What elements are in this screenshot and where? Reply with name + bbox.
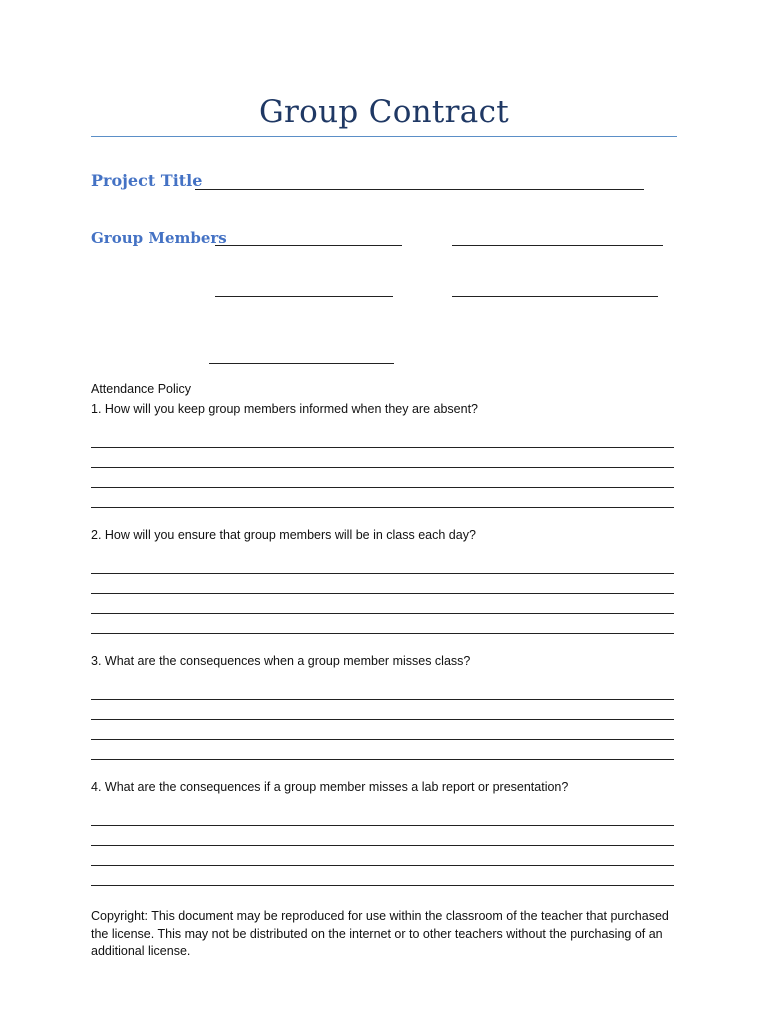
answer-line bbox=[91, 739, 674, 740]
answer-line bbox=[91, 699, 674, 700]
question-1: 1. How will you keep group members informed when they are absent? bbox=[91, 402, 479, 416]
document-title: Group Contract bbox=[258, 94, 510, 130]
question-2: 2. How will you ensure that group members will be in class each day? bbox=[91, 528, 476, 542]
answer-line bbox=[91, 467, 674, 468]
answer-line bbox=[91, 865, 674, 866]
question-3: 3. What are the consequences when a group member misses class? bbox=[91, 654, 471, 668]
answer-line bbox=[91, 825, 674, 826]
attendance-policy-heading: Attendance Policy bbox=[91, 382, 192, 396]
answer-line bbox=[91, 759, 674, 760]
project-title-blank bbox=[195, 189, 644, 190]
answer-line bbox=[91, 613, 674, 614]
member-blank bbox=[215, 245, 402, 246]
answer-line bbox=[91, 885, 674, 886]
answer-line bbox=[91, 719, 674, 720]
answer-line bbox=[91, 633, 674, 634]
answer-line bbox=[91, 845, 674, 846]
answer-line bbox=[91, 447, 674, 448]
answer-line bbox=[91, 487, 674, 488]
project-title-label: Project Title bbox=[91, 171, 203, 190]
answer-line bbox=[91, 507, 674, 508]
member-blank bbox=[215, 296, 393, 297]
answer-line bbox=[91, 573, 674, 574]
member-blank bbox=[452, 296, 658, 297]
member-blank bbox=[452, 245, 663, 246]
member-blank bbox=[209, 363, 394, 364]
question-4: 4. What are the consequences if a group member misses a lab report or presentation? bbox=[91, 780, 569, 794]
group-members-label: Group Members bbox=[91, 229, 227, 247]
answer-line bbox=[91, 593, 674, 594]
copyright-notice: Copyright: This document may be reproduced for use within the classroom of the teacher that purchased the license. This may not be distributed on the internet or to other teachers without the purchasing of an additional license. bbox=[91, 909, 669, 958]
title-underline bbox=[91, 136, 677, 137]
